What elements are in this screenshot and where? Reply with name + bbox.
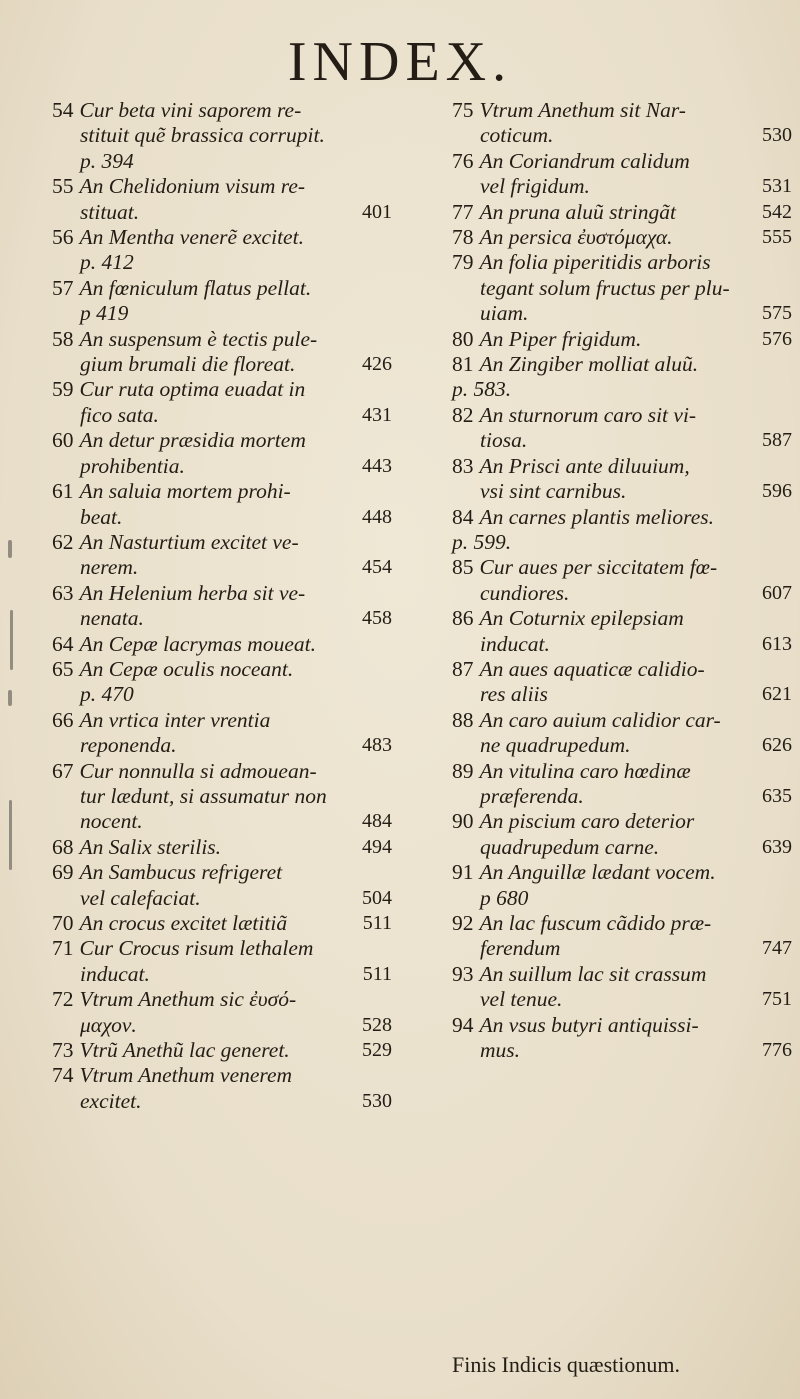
entry-number: 94 xyxy=(452,1012,474,1037)
index-column-left xyxy=(52,98,392,1114)
entry-text: tegant solum fructus per plu- xyxy=(480,275,730,300)
index-entry xyxy=(452,454,792,505)
entry-line xyxy=(52,987,392,1012)
entry-number: 64 xyxy=(52,631,74,656)
entry-line xyxy=(52,733,392,758)
entry-number: 92 xyxy=(452,911,474,935)
entry-page-number: 448 xyxy=(362,505,392,528)
entry-line xyxy=(452,1013,792,1038)
entry-number: 80 xyxy=(452,326,474,351)
entry-number: 56 xyxy=(52,225,74,250)
entry-line xyxy=(452,174,792,199)
entry-number: 91 xyxy=(452,860,474,885)
entry-text: nenata. xyxy=(80,606,144,631)
entry-text: An crocus excitet lætitiã xyxy=(79,911,288,935)
entry-page-number: 484 xyxy=(362,810,392,833)
entry-text: An Nasturtium excitet ve- xyxy=(79,529,299,554)
index-entry xyxy=(452,352,792,377)
entry-text: An Prisci ante diluuium, xyxy=(479,453,690,478)
index-entry xyxy=(452,555,792,606)
entry-text: p. 599. xyxy=(452,529,512,554)
entry-line xyxy=(452,581,792,606)
entry-line xyxy=(52,1038,392,1063)
entry-number: 71 xyxy=(52,936,74,961)
entry-line xyxy=(452,936,792,961)
entry-number: 85 xyxy=(452,555,474,580)
entry-page-number: 530 xyxy=(362,1089,392,1112)
entry-text: nocent. xyxy=(80,809,143,834)
entry-text: vel tenue. xyxy=(480,987,563,1012)
entry-text: cundiores. xyxy=(480,580,570,605)
entry-page-number: 607 xyxy=(762,581,792,604)
entry-text: Cur aues per siccitatem fœ- xyxy=(479,555,718,580)
entry-text: An carnes plantis meliores. xyxy=(479,504,714,529)
entry-line xyxy=(452,1038,792,1063)
entry-text: An Zingiber molliat aluũ. xyxy=(479,352,699,377)
entry-number: 73 xyxy=(52,1038,74,1063)
entry-number: 83 xyxy=(452,453,474,478)
entry-line xyxy=(452,860,792,885)
entry-number: 70 xyxy=(52,911,74,935)
entry-line xyxy=(452,657,792,682)
entry-text: An vitulina caro hœdinæ xyxy=(479,758,691,783)
entry-page-number: 531 xyxy=(762,175,792,198)
entry-page-number: 639 xyxy=(762,835,792,858)
entry-line xyxy=(52,784,392,809)
index-entry xyxy=(52,911,392,936)
entry-number: 86 xyxy=(452,606,474,631)
index-entry xyxy=(452,759,792,810)
entry-page-number: 511 xyxy=(362,962,392,985)
entry-text: An vsus butyri antiquissi- xyxy=(479,1012,699,1037)
index-entry xyxy=(452,708,792,759)
index-entry xyxy=(52,632,392,657)
entry-text: fico sata. xyxy=(80,402,159,427)
index-entry xyxy=(452,403,792,454)
entry-page-number: p. 470 xyxy=(80,682,134,707)
entry-line xyxy=(452,479,792,504)
entry-page-number: 504 xyxy=(362,886,392,909)
entry-text: An Salix sterilis. xyxy=(79,834,222,859)
entry-text: res aliis xyxy=(480,682,548,707)
entry-text: excitet. xyxy=(80,1088,142,1113)
entry-text: stituit quẽ brassica corrupit. xyxy=(80,123,325,148)
entry-page-number: 576 xyxy=(762,327,792,350)
entry-page-number: 555 xyxy=(762,226,792,249)
entry-text: p. 583. xyxy=(452,377,512,402)
margin-mark xyxy=(10,610,13,670)
entry-line xyxy=(452,886,792,911)
entry-number: 93 xyxy=(452,961,474,986)
entry-text: reponenda. xyxy=(80,733,177,758)
entry-line xyxy=(52,911,392,936)
index-entry xyxy=(52,759,392,835)
entry-number: 84 xyxy=(452,504,474,529)
entry-number: 59 xyxy=(52,377,74,402)
entry-text: inducat. xyxy=(480,631,550,656)
entry-text: An detur præsidia mortem xyxy=(79,428,306,453)
index-entry xyxy=(452,505,792,530)
index-entry xyxy=(52,1063,392,1114)
entry-line xyxy=(452,327,792,352)
index-entry xyxy=(452,860,792,911)
index-entry xyxy=(452,657,792,708)
entry-text: mus. xyxy=(480,1038,521,1063)
entry-line xyxy=(52,352,392,377)
entry-line xyxy=(452,708,792,733)
entry-line xyxy=(52,886,392,911)
entry-line xyxy=(52,1063,392,1088)
entry-line xyxy=(52,936,392,961)
entry-line xyxy=(452,352,792,377)
entry-line xyxy=(52,377,392,402)
entry-page-number: 454 xyxy=(362,556,392,579)
entry-number: 55 xyxy=(52,174,74,199)
entry-page-number: 529 xyxy=(362,1039,392,1062)
entry-line xyxy=(452,987,792,1012)
entry-text: Vtrum Anethum sit Nar- xyxy=(479,98,686,122)
entry-text: An saluia mortem prohi- xyxy=(79,479,291,504)
entry-page-number: 587 xyxy=(762,429,792,452)
index-entry xyxy=(52,428,392,479)
entry-line xyxy=(52,225,392,250)
entry-line xyxy=(452,784,792,809)
entry-text: An Helenium herba sit ve- xyxy=(79,580,306,605)
entry-text: An piscium caro deterior xyxy=(479,809,695,834)
entry-text: nerem. xyxy=(80,555,139,580)
index-entry xyxy=(52,377,392,428)
index-entry xyxy=(452,911,792,962)
index-entry xyxy=(452,1013,792,1064)
entry-line xyxy=(452,276,792,301)
entry-text: An persica ἐυστόμαχα. xyxy=(479,225,673,250)
entry-text: An pruna aluũ stringãt xyxy=(479,199,677,224)
entry-text: prohibentia. xyxy=(80,453,185,478)
entry-text: coticum. xyxy=(480,123,554,148)
entry-page-number: 458 xyxy=(362,607,392,630)
index-entry xyxy=(52,708,392,759)
index-entry xyxy=(452,225,792,250)
entry-number: 79 xyxy=(452,250,474,275)
entry-text: Vtrum Anethum venerem xyxy=(79,1063,293,1088)
entry-number: 68 xyxy=(52,834,74,859)
entry-line xyxy=(452,555,792,580)
entry-text: An Coturnix epilepsiam xyxy=(479,606,684,631)
entry-text: An vrtica inter vrentia xyxy=(79,707,271,732)
index-entry xyxy=(52,225,392,276)
index-entry xyxy=(52,1038,392,1063)
entry-page-number: 626 xyxy=(762,734,792,757)
entry-text: An suspensum è tectis pule- xyxy=(79,326,318,351)
entry-page-number: 621 xyxy=(762,683,792,706)
entry-line xyxy=(52,403,392,428)
index-entry xyxy=(52,657,392,708)
index-entry xyxy=(452,530,792,555)
entry-text: ne quadrupedum. xyxy=(480,733,631,758)
entry-text: An Coriandrum calidum xyxy=(479,148,690,173)
entry-line xyxy=(452,682,792,707)
entry-number: 90 xyxy=(452,809,474,834)
entry-page-number: 431 xyxy=(362,403,392,426)
entry-text: An Mentha venerẽ excitet. xyxy=(79,225,304,250)
entry-text: An suillum lac sit crassum xyxy=(479,961,707,986)
entry-number: 72 xyxy=(52,987,74,1012)
entry-number: 78 xyxy=(452,225,474,250)
index-entry xyxy=(452,149,792,200)
entry-page-number: 575 xyxy=(762,302,792,325)
index-entry xyxy=(452,250,792,326)
entry-number: 76 xyxy=(452,148,474,173)
entry-line xyxy=(52,759,392,784)
entry-line xyxy=(52,606,392,631)
entry-line xyxy=(52,555,392,580)
entry-number: 63 xyxy=(52,580,74,605)
end-of-index-note: Finis Indicis quæstionum. xyxy=(452,1352,680,1377)
entry-page-number: 528 xyxy=(362,1013,392,1036)
entry-number: 88 xyxy=(452,707,474,732)
entry-text: An Cepæ oculis noceant. xyxy=(79,656,294,681)
index-entry xyxy=(452,327,792,352)
index-entry xyxy=(452,98,792,149)
entry-number: 65 xyxy=(52,656,74,681)
entry-line xyxy=(452,759,792,784)
entry-page-number: 542 xyxy=(762,200,792,223)
entry-line xyxy=(52,327,392,352)
entry-line xyxy=(52,530,392,555)
entry-line xyxy=(452,632,792,657)
entry-text: Cur nonnulla si admouean- xyxy=(79,758,317,783)
entry-text: beat. xyxy=(80,504,123,529)
entry-line xyxy=(452,505,792,530)
entry-page-number: 443 xyxy=(362,454,392,477)
entry-page-number: 511 xyxy=(362,912,392,934)
entry-page-number: p. 394 xyxy=(80,148,134,173)
entry-text: An fœniculum flatus pellat. xyxy=(79,275,312,300)
entry-line xyxy=(452,428,792,453)
entry-number: 87 xyxy=(452,656,474,681)
entry-number: 62 xyxy=(52,529,74,554)
entry-page-number: 426 xyxy=(362,353,392,376)
entry-page-number: 776 xyxy=(762,1039,792,1062)
index-entry xyxy=(452,200,792,225)
entry-page-number: 530 xyxy=(762,124,792,147)
entry-line xyxy=(452,98,792,123)
entry-line xyxy=(52,860,392,885)
entry-line xyxy=(452,530,792,555)
entry-text: gium brumali die floreat. xyxy=(80,352,296,377)
entry-number: 77 xyxy=(452,199,474,224)
entry-number: 74 xyxy=(52,1063,74,1088)
entry-text: p 680 xyxy=(480,885,529,910)
entry-text: An sturnorum caro sit vi- xyxy=(479,402,697,427)
index-entry xyxy=(452,606,792,657)
margin-mark xyxy=(9,800,12,870)
entry-page-number: p. 412 xyxy=(80,250,134,275)
entry-line xyxy=(52,174,392,199)
entry-text: ferendum xyxy=(480,936,561,961)
entry-line xyxy=(52,632,392,657)
entry-page-number: 401 xyxy=(362,200,392,223)
entry-text: An Sambucus refrigeret xyxy=(79,860,283,885)
entry-line xyxy=(52,657,392,682)
entry-number: 81 xyxy=(452,352,474,377)
index-entry xyxy=(52,936,392,987)
entry-text: An lac fuscum cãdido præ- xyxy=(479,911,712,935)
entry-number: 82 xyxy=(452,402,474,427)
entry-line xyxy=(52,708,392,733)
entry-line xyxy=(52,505,392,530)
entry-line xyxy=(52,479,392,504)
entry-text: An Cepæ lacrymas moueat. xyxy=(79,631,316,656)
entry-line xyxy=(52,454,392,479)
entry-line xyxy=(52,1013,392,1038)
index-entry xyxy=(52,276,392,327)
index-entry xyxy=(52,860,392,911)
entry-line xyxy=(52,581,392,606)
entry-text: An Anguillæ lædant vocem. xyxy=(479,860,716,885)
entry-number: 67 xyxy=(52,758,74,783)
index-entry xyxy=(52,98,392,174)
entry-text: Vtrũ Anethũ lac generet. xyxy=(79,1038,290,1063)
entry-number: 57 xyxy=(52,275,74,300)
entry-line xyxy=(52,809,392,834)
entry-line xyxy=(452,733,792,758)
page-title: INDEX. xyxy=(287,31,513,93)
margin-mark xyxy=(8,690,12,706)
entry-line xyxy=(452,200,792,225)
entry-line xyxy=(452,123,792,148)
entry-text: stituat. xyxy=(80,199,140,224)
entry-text: Vtrum Anethum sic ἐυσό- xyxy=(79,987,297,1012)
index-entry xyxy=(52,479,392,530)
entry-number: 89 xyxy=(452,758,474,783)
entry-text: An Chelidonium visum re- xyxy=(79,174,306,199)
entry-line xyxy=(452,606,792,631)
entry-text: An folia piperitidis arboris xyxy=(479,250,711,275)
entry-line xyxy=(52,428,392,453)
entry-page-number: 751 xyxy=(762,988,792,1011)
entry-page-number: 483 xyxy=(362,734,392,757)
entry-line xyxy=(52,835,392,860)
index-entry xyxy=(452,962,792,1013)
entry-text: præferenda. xyxy=(480,783,584,808)
entry-line xyxy=(52,276,392,301)
index-column-right xyxy=(452,98,792,1063)
entry-text: uiam. xyxy=(480,301,529,326)
index-entry xyxy=(52,581,392,632)
entry-number: 61 xyxy=(52,479,74,504)
index-entry xyxy=(52,987,392,1038)
entry-page-number: p 419 xyxy=(80,301,129,326)
entry-line xyxy=(452,301,792,326)
entry-line xyxy=(452,225,792,250)
margin-mark xyxy=(8,540,12,558)
entry-line xyxy=(452,377,792,402)
entry-text: vel frigidum. xyxy=(480,174,590,199)
entry-line xyxy=(452,454,792,479)
entry-page-number: 596 xyxy=(762,480,792,503)
entry-line xyxy=(52,1089,392,1114)
entry-page-number: 494 xyxy=(362,835,392,858)
entry-line xyxy=(52,123,392,148)
entry-text: tiosa. xyxy=(480,428,528,453)
index-entry xyxy=(452,377,792,402)
entry-line xyxy=(452,250,792,275)
entry-line xyxy=(452,835,792,860)
entry-text: An Piper frigidum. xyxy=(479,326,642,351)
entry-line xyxy=(52,200,392,225)
index-entry xyxy=(52,835,392,860)
entry-text: vsi sint carnibus. xyxy=(480,479,627,504)
entry-text: quadrupedum carne. xyxy=(480,834,660,859)
entry-text: vel calefaciat. xyxy=(80,885,201,910)
entry-number: 69 xyxy=(52,860,74,885)
entry-page-number: 613 xyxy=(762,632,792,655)
entry-line xyxy=(452,403,792,428)
entry-text: An aues aquaticæ calidio- xyxy=(479,656,705,681)
entry-text: An caro auium calidior car- xyxy=(479,707,721,732)
entry-number: 75 xyxy=(452,98,474,122)
entry-text: tur lædunt, si assumatur non xyxy=(80,783,327,808)
index-entry xyxy=(52,327,392,378)
entry-line xyxy=(452,149,792,174)
entry-text: Cur Crocus risum lethalem xyxy=(79,936,314,961)
index-entry xyxy=(52,174,392,225)
entry-line xyxy=(452,809,792,834)
entry-line xyxy=(452,962,792,987)
entry-number: 60 xyxy=(52,428,74,453)
entry-text: μαχον. xyxy=(80,1012,137,1037)
entry-text: Cur beta vini saporem re- xyxy=(79,98,302,122)
entry-line xyxy=(52,98,392,123)
entry-number: 58 xyxy=(52,326,74,351)
entry-text: inducat. xyxy=(80,961,150,986)
index-entry xyxy=(52,530,392,581)
entry-number: 66 xyxy=(52,707,74,732)
index-entry xyxy=(452,809,792,860)
entry-page-number: 635 xyxy=(762,784,792,807)
entry-number: 54 xyxy=(52,98,74,122)
entry-line xyxy=(452,911,792,936)
entry-text: Cur ruta optima euadat in xyxy=(79,377,306,402)
entry-line xyxy=(52,962,392,987)
entry-page-number: 747 xyxy=(762,937,792,960)
